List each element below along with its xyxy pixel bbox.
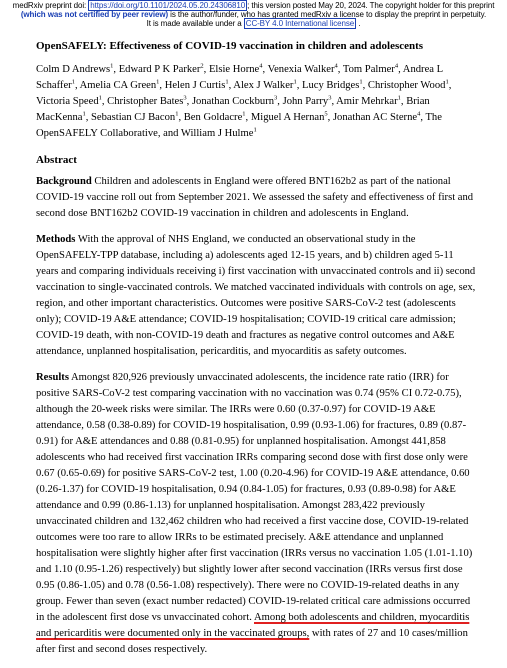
author-affiliation: 1 (98, 94, 102, 102)
author-name: Jonathan Cockburn (191, 96, 275, 107)
author-affiliation: 1 (293, 78, 297, 86)
author-affiliation: 3 (183, 94, 187, 102)
author-name: John Parry (282, 96, 329, 107)
header-doi-prefix: medRxiv preprint doi: (12, 1, 89, 10)
license-link[interactable]: CC-BY 4.0 International license (245, 19, 355, 28)
results-text: Amongst 820,926 previously unvaccinated adolescents, the incidence rate ratio (IRR) for positive SARS-CoV-2 test comparing vaccination with no vaccination was 0.74 (95% CI 0.72-0.75), although the 20-week risks were similar. The IRRs were 0.60 (0.37-0.97) for COVID-19 A&E attendance, 0.58 (0.38-0.89) for COVID-19 hospitalisation, 0.99 (0.93-1.06) for fractures, 0.89 (0.87-0.91) for A&E attendances and 0.88 (0.81-0.95) for unplanned hospitalisation. Amongst 441,858 adolescents who had received first vaccination IRRs comparing second dose with first dose only were 0.67 (0.65-0.69) for positive SARS-CoV-2 test, 1.00 (0.20-4.96) for COVID-19 A&E attendance, 0.60 (0.26-1.37) for COVID-19 hospitalisation, 0.94 (0.84-1.05) for fractures, 0.93 (0.89-0.98) for A&E attendance and 0.99 (0.86-1.13) for unplanned hospitalisation. Amongst 283,422 previously unvaccinated children and 132,462 children who had received a first vaccine dose, COVID-19-related outcomes were too rare to allow IRRs to be estimated precisely. A&E attendance and unplanned hospitalisation were slightly higher after first vaccination (IRRs versus no vaccination 1.05 (1.01-1.10) and 1.10 (0.95-1.26) respectively) but slightly lower after second vaccination (IRRs versus first dose 0.95 (0.86-1.05) and 0.78 (0.56-1.08) respectively). There were no COVID-19-related deaths in any group. Fewer than seven (exact number redacted) COVID-19-related critical care admissions occurred in the adolescent first dose vs unvaccinated cohort. (36, 372, 473, 623)
author-affiliation: 1 (253, 126, 257, 134)
author-list: Colm D Andrews$^1$, Edward P K Parker$^2$, Elsie Horne$^4$, Venexia Walker$^4$, Tom Palmer$^4$, Andrea L Schaffer$^1$, Amelia CA Green$^1$, Helen J Curtis$^1$, Alex J Walker$^1$, Lucy Bridges$^1$, Christopher Wood$^1$, Victoria Speed$^1$, Christopher Bates$^3$, Jonathan Cockburn$^3$, John Parry$^3$, Amir Mehrkar$^1$, Brian MacKenna$^1$, Sebastian CJ Bacon$^1$, Ben Goldacre$^1$, Miguel A Hernan$^5$, Jonathan AC Sterne$^4$, The OpenSAFELY Collaborative, and William J Hulme$^1$ (36, 62, 452, 139)
background-label: Background (36, 176, 92, 187)
preprint-header (0, 0, 507, 28)
author-affiliation: 1 (397, 94, 401, 102)
author-affiliation: 3 (274, 94, 278, 102)
author-name: Edward P K Parker (118, 64, 201, 75)
author-affiliation: 1 (156, 78, 160, 86)
author-affiliation: 1 (110, 62, 114, 70)
license-prefix: It is made available under a (146, 19, 244, 28)
author-affiliation: 5 (324, 110, 328, 118)
author-name: Lucy Bridges (302, 80, 360, 91)
header-posted-text: ; this version posted May 20, 2024. The copyright holder for this preprint (247, 1, 495, 10)
author-affiliation: 1 (445, 78, 449, 86)
author-name: Jonathan AC Sterne (332, 112, 418, 123)
author-name: Alex J Walker (233, 80, 294, 91)
author-and: and (163, 128, 181, 139)
abstract-heading: Abstract (36, 154, 77, 166)
author-name: Venexia Walker (267, 64, 335, 75)
background-text: Children and adolescents in England were offered BNT162b2 as part of the national COVID-19 vaccine roll out from September 2021. We assessed the safety and effectiveness of first and second dose BNT162b2 COVID-19 vaccination in children and adolescents in England. (36, 176, 474, 219)
author-name: Christopher Bates (107, 96, 184, 107)
paper-body (36, 39, 476, 668)
author-affiliation: 4 (334, 62, 338, 70)
header-line-1 (0, 1, 507, 10)
methods-text: With the approval of NHS England, we conducted an observational study in the OpenSAFELY-TPP database, including a) adolescents aged 12-15 years, and b) children aged 5-11 years and comparing individuals receiving i) first vaccination with unvaccinated controls and ii) second vaccination to single-vaccinated controls. We matched vaccinated individuals with controls on age, sex, region, and other important characteristics. Outcomes were positive SARS-CoV-2 test (adolescents only); COVID-19 A&E attendance; COVID-19 hospitalisation; COVID-19 critical care admission; COVID-19 death, with non-COVID-19 death and fractures as negative control outcomes and A&E attendance, unplanned hospitalisation, pericarditis, and myocarditis as safety outcomes. (36, 234, 476, 357)
highlighted-finding: Among both adolescents and children, myocarditis and pericarditis were documented only in the vaccinated groups, (36, 612, 470, 639)
abstract-background (36, 174, 476, 222)
author-name: Colm D Andrews (36, 64, 111, 75)
results-tail: with rates of 27 and 10 cases/million after first and second doses respectively. (36, 628, 468, 655)
author-affiliation: 1 (175, 110, 179, 118)
author-affiliation: 3 (328, 94, 332, 102)
abstract-results (36, 370, 476, 658)
author-affiliation: 1 (225, 78, 229, 86)
abstract-methods (36, 232, 476, 360)
author-affiliation: 1 (71, 78, 75, 86)
author-name: Elsie Horne (208, 64, 260, 75)
license-grant-text: is the author/funder, who has granted medRxiv a license to display the preprint in perpetuity. (168, 10, 487, 19)
author-name: William J Hulme (180, 128, 254, 139)
author-affiliation: 4 (394, 62, 399, 70)
author-affiliation: 1 (82, 110, 86, 118)
license-suffix: . (356, 19, 361, 28)
author-name: Amelia CA Green (79, 80, 157, 91)
author-affiliation: 4 (259, 62, 263, 70)
author-affiliation: 1 (242, 110, 246, 118)
author-name: Andrea L Schaffer (36, 64, 443, 91)
header-line-3 (0, 19, 507, 28)
methods-label: Methods (36, 234, 76, 245)
results-label: Results (36, 372, 69, 383)
peer-review-notice: (which was not certified by peer review) (20, 10, 169, 19)
author-name: Brian MacKenna (36, 96, 430, 123)
author-name: Helen J Curtis (164, 80, 226, 91)
paper-title: OpenSAFELY: Effectiveness of COVID-19 vaccination in children and adolescents (36, 40, 424, 52)
author-name: Miguel A Hernan (250, 112, 325, 123)
author-name: The OpenSAFELY Collaborative (36, 112, 442, 139)
author-name: Victoria Speed (36, 96, 99, 107)
doi-link[interactable]: https://doi.org/10.1101/2024.05.20.24306810 (90, 1, 246, 10)
author-name: Sebastian CJ Bacon (91, 112, 176, 123)
author-affiliation: 2 (200, 62, 204, 70)
author-affiliation: 1 (359, 78, 363, 86)
author-name: Christopher Wood (367, 80, 446, 91)
author-name: Amir Mehrkar (336, 96, 398, 107)
author-name: Ben Goldacre (183, 112, 243, 123)
author-affiliation: 4 (417, 110, 421, 118)
author-name: Tom Palmer (342, 64, 395, 75)
